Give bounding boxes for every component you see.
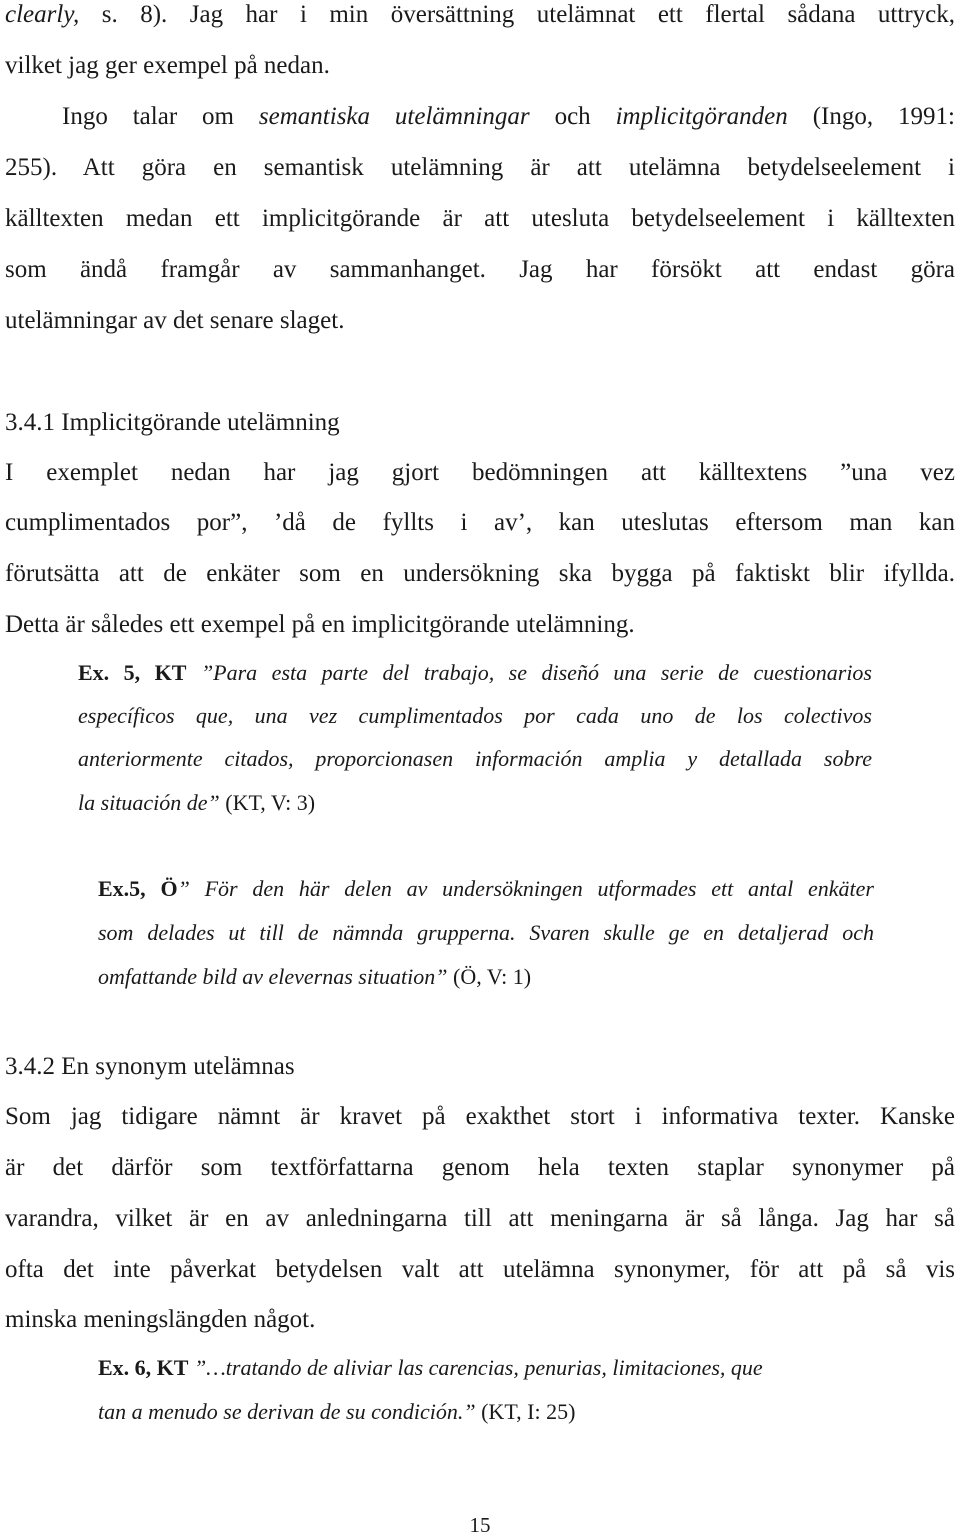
example-label: Ex.5, Ö [98, 876, 178, 901]
italic-quote: la situación de” [78, 790, 220, 815]
paragraph-line [5, 0, 955, 30]
italic-quote: anteriormente citados, proporcionasen información amplia y detallada sobre [78, 746, 872, 771]
paragraph-line: som ändå framgår av sammanhanget. Jag har försökt att endast göra [5, 256, 955, 283]
example-label: Ex. 5, KT [78, 660, 187, 685]
italic-quote: omfattande bild av elevernas situation” [98, 964, 448, 989]
section-heading: 3.4.1 Implicitgörande utelämning [5, 409, 340, 436]
text-run: och [529, 103, 616, 130]
italic-term: semantiska utelämningar [258, 103, 530, 130]
paragraph-line: utelämningar av det senare slaget. [5, 307, 345, 334]
italic-word: clearly, [5, 1, 80, 28]
paragraph-line: Som jag tidigare nämnt är kravet på exakthet stort i informativa texter. Kanske [5, 1103, 955, 1130]
italic-quote: tan a menudo se derivan de su condición.” [98, 1399, 476, 1424]
paragraph-line: vilket jag ger exempel på nedan. [5, 52, 330, 79]
text-run: s. 8). Jag har i min översättning utelämnat ett flertal sådana uttryck, [79, 1, 955, 28]
source-reference: (KT, I: 25) [475, 1399, 576, 1424]
italic-quote: específicos que, una vez cumplimentados por cada uno de los colectivos [78, 703, 872, 728]
example-line [98, 1353, 874, 1383]
example-line [78, 658, 872, 688]
section-heading: 3.4.2 En synonym utelämnas [5, 1053, 295, 1080]
paragraph-line: förutsätta att de enkäter som en undersökning ska bygga på faktiskt blir ifyllda. [5, 560, 955, 587]
italic-term: implicitgöranden [615, 103, 788, 130]
paragraph-line: minska meningslängden något. [5, 1306, 316, 1333]
italic-quote: som delades ut till de nämnda grupperna. Svaren skulle ge en detaljerad och [98, 920, 874, 945]
italic-quote: ”…tratando de aliviar las carencias, penurias, limitaciones, que [188, 1355, 763, 1380]
example-line [98, 918, 874, 948]
example-line [78, 701, 872, 731]
source-reference: (KT, V: 3) [219, 790, 316, 815]
example-line [98, 874, 874, 904]
example-line [98, 1397, 874, 1427]
paragraph-line: I exemplet nedan har jag gjort bedömningen att källtextens ”una vez [5, 459, 955, 486]
source-reference: (Ö, V: 1) [447, 964, 532, 989]
paragraph-line: källtexten medan ett implicitgörande är att utesluta betydelseelement i källtexten [5, 205, 955, 232]
example-label: Ex. 6, KT [98, 1355, 189, 1380]
example-line [78, 788, 872, 818]
italic-quote: ”Para esta parte del trabajo, se diseñó una serie de cuestionarios [186, 660, 872, 685]
paragraph-line [62, 102, 955, 132]
text-run: (Ingo, 1991: [787, 103, 955, 130]
example-line [98, 962, 874, 992]
paragraph-line: 255). Att göra en semantisk utelämning är att utelämna betydelseelement i [5, 154, 955, 181]
paragraph-line: cumplimentados por”, ’då de fyllts i av’, kan uteslutas eftersom man kan [5, 509, 955, 536]
italic-quote: ” För den här delen av undersökningen utformades ett antal enkäter [177, 876, 874, 901]
paragraph-line: är det därför som textförfattarna genom hela texten staplar synonymer på [5, 1154, 955, 1181]
example-line [78, 744, 872, 774]
paragraph-line: Detta är således ett exempel på en implicitgörande utelämning. [5, 611, 635, 638]
paragraph-line: varandra, vilket är en av anledningarna till att meningarna är så långa. Jag har så [5, 1205, 955, 1232]
page-number: 15 [469, 1513, 491, 1537]
paragraph-line: ofta det inte påverkat betydelsen valt att utelämna synonymer, för att på så vis [5, 1256, 955, 1283]
text-run: Ingo talar om [62, 103, 259, 130]
